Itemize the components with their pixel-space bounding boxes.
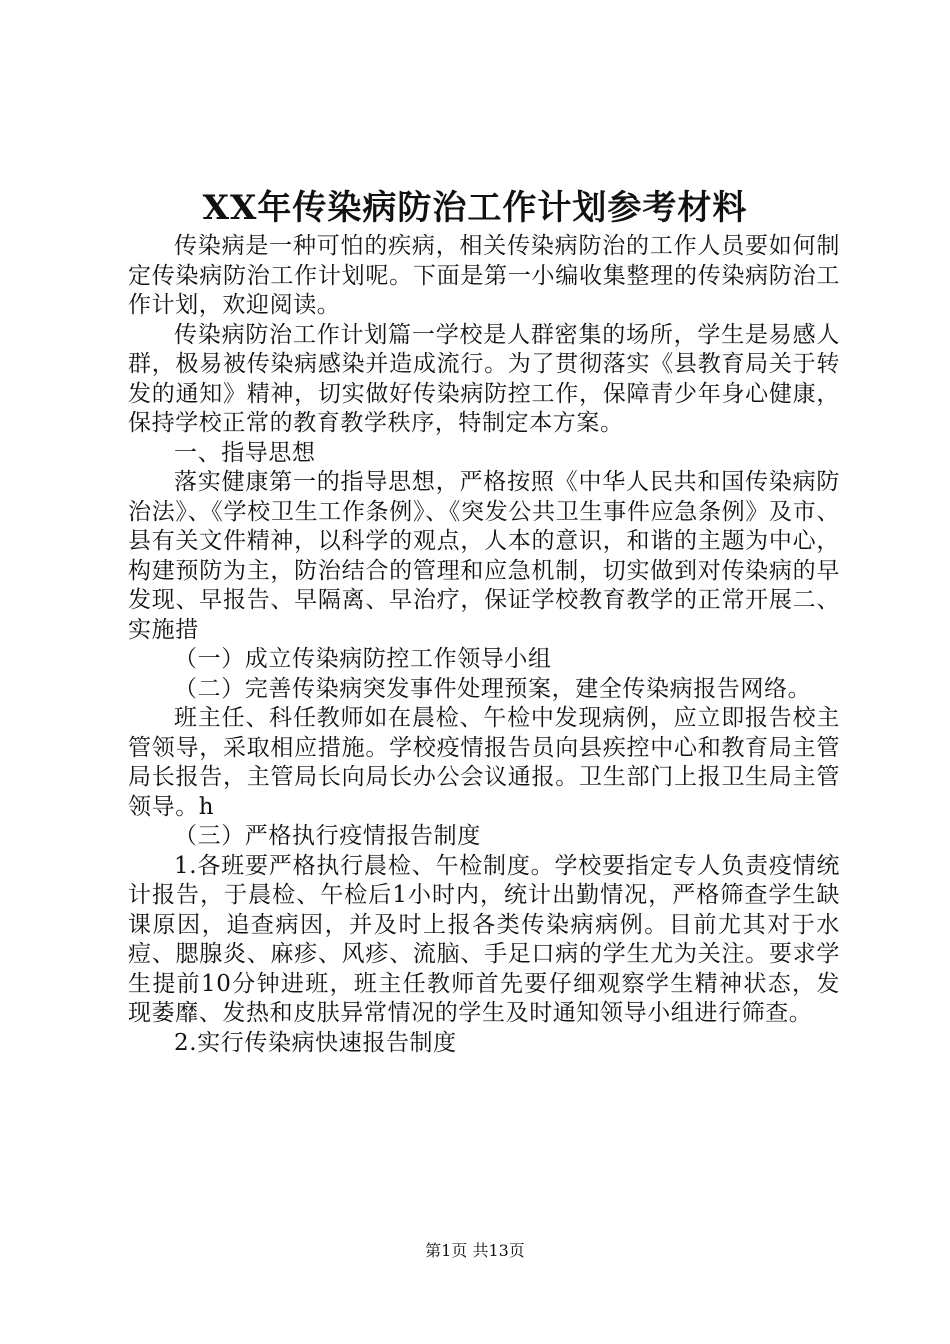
heading-leadership-group: （一）成立传染病防控工作领导小组: [174, 646, 552, 672]
page-title: XX年传染病防治工作计划参考材料: [202, 188, 748, 228]
paragraph-plan-one: 传染病防治工作计划篇一学校是人群密集的场所，学生是易感人群，极易被传染病感染并造成流行。为了贯彻落实《县教育局关于转发的通知》精神，切实做好传染病防控工作，保障青少年身心健康，保持学校正常的教育教学秩序，特制定本方案。: [128, 321, 840, 436]
paragraph-guiding-thought: 落实健康第一的指导思想，严格按照《中华人民共和国传染病防治法》、《学校卫生工作条例》、《突发公共卫生事件应急条例》及市、县有关文件精神，以科学的观点，人本的意识，和谐的主题为中心，构建预防为主，防治结合的管理和应急机制，切实做到对传染病的早发现、早报告、早隔离、早治疗，保证学校教育教学的正常开展二、实施措: [128, 469, 840, 643]
paragraph-morning-check: 1.各班要严格执行晨检、午检制度。学校要指定专人负责疫情统计报告，于晨检、午检后1小时内，统计出勤情况，严格筛查学生缺课原因，追查病因，并及时上报各类传染病病例。目前尤其对于水痘、腮腺炎、麻疹、风疹、流脑、手足口病的学生尤为关注。要求学生提前10分钟进班，班主任教师首先要仔细观察学生精神状态，发现萎靡、发热和皮肤异常情况的学生及时通知领导小组进行筛查。: [128, 852, 840, 1026]
page-footer: 第1页 共13页: [425, 1241, 525, 1260]
heading-report-system: （三）严格执行疫情报告制度: [174, 823, 481, 849]
document-body: [128, 232, 840, 1058]
heading-emergency-plan: （二）完善传染病突发事件处理预案，建全传染病报告网络。: [174, 675, 812, 702]
paragraph-fast-report: 2.实行传染病快速报告制度: [174, 1029, 457, 1056]
paragraph-intro: 传染病是一种可怕的疾病，相关传染病防治的工作人员要如何制定传染病防治工作计划呢。下面是第一小编收集整理的传染病防治工作计划，欢迎阅读。: [128, 233, 840, 318]
paragraph-reporting-chain: 班主任、科任教师如在晨检、午检中发现病例，应立即报告校主管领导，采取相应措施。学校疫情报告员向县疾控中心和教育局主管局长报告，主管局长向局长办公会议通报。卫生部门上报卫生局主管领导。h: [128, 705, 840, 820]
heading-guiding-thought: 一、指导思想: [174, 439, 316, 466]
